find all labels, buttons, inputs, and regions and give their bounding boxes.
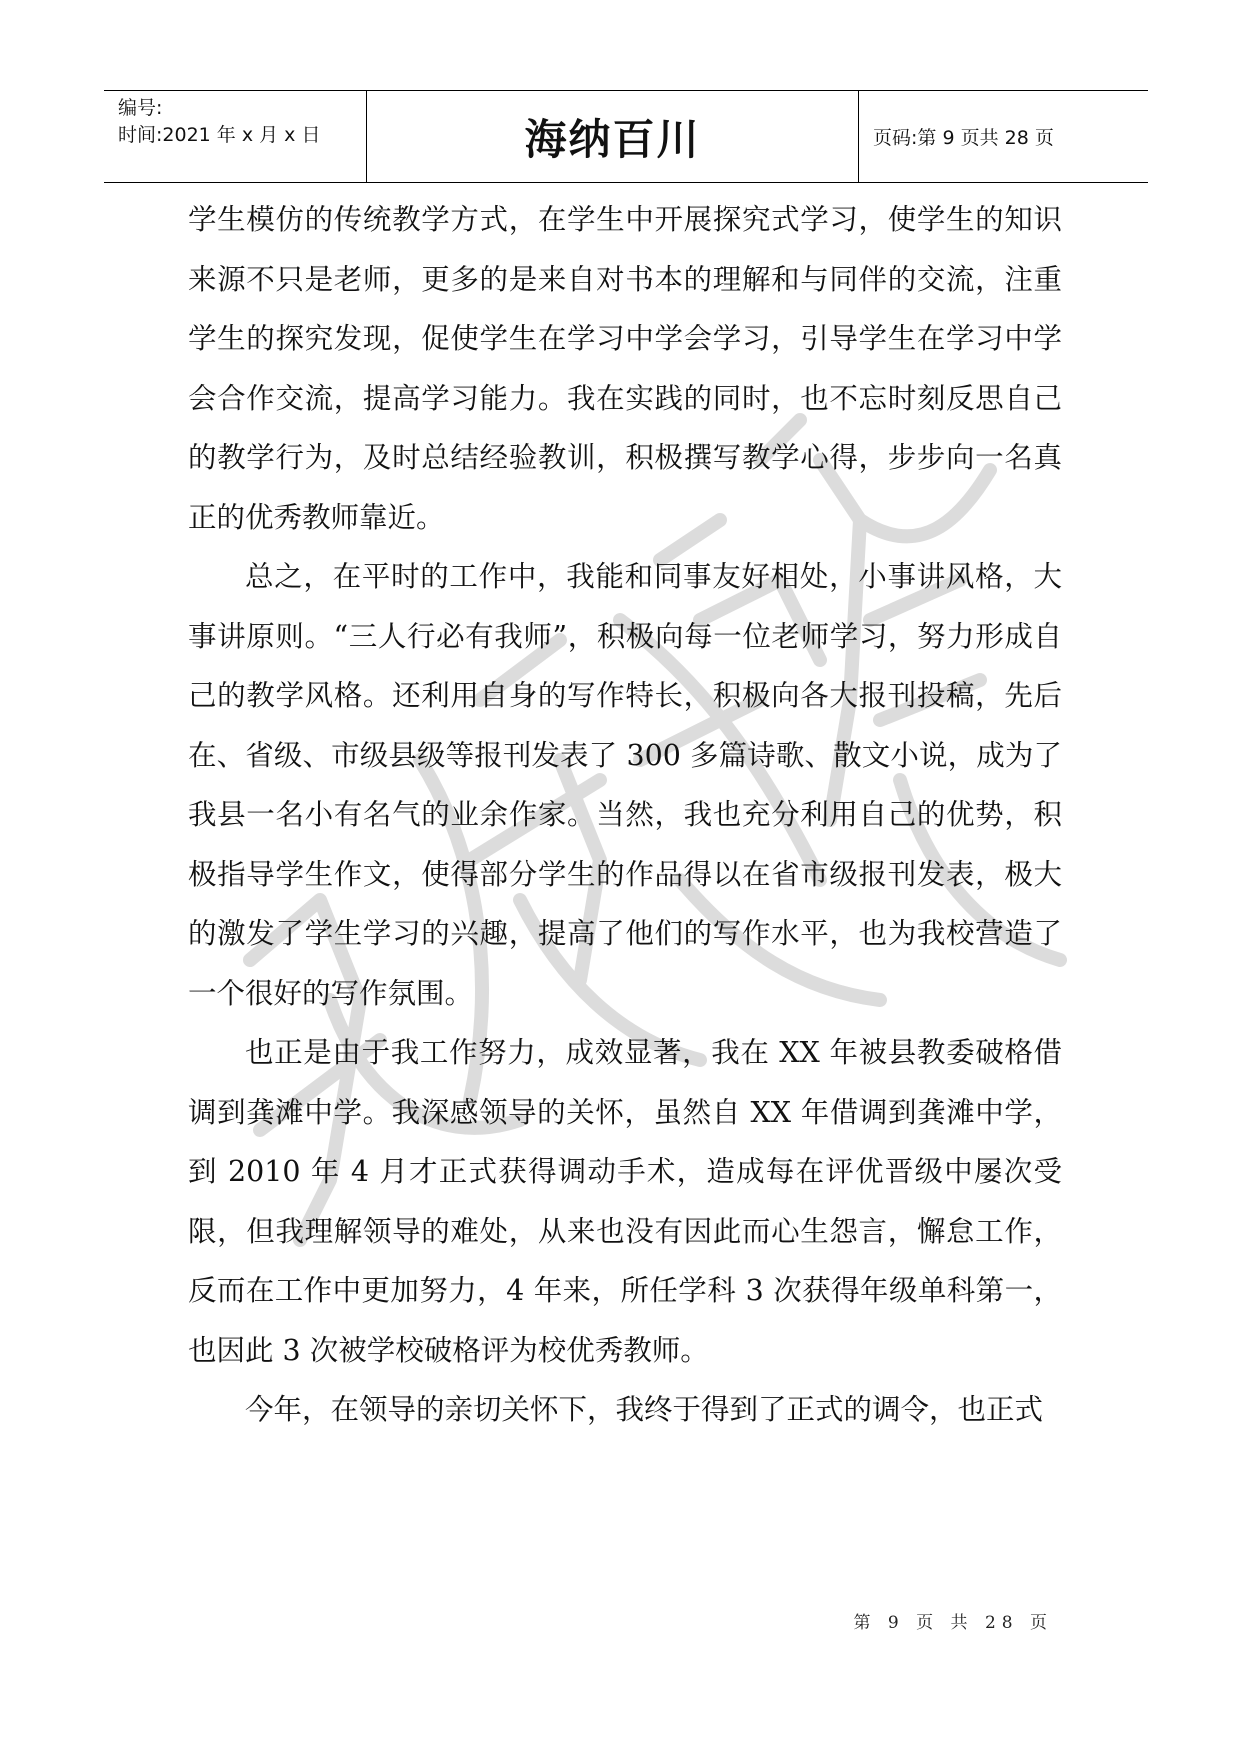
paragraph: 也正是由于我工作努力，成效显著，我在 XX 年被县教委破格借调到龚滩中学。我深感领导的关怀，虽然自 XX 年借调到龚滩中学，到 2010 年 4 月才正式获得调动手术，造成每在评优晋级中屡次受限，但我理解领导的难处，从来也没有因此而心生怨言，懈怠工作，反而在工作中更加努力，4 年来，所任学科 3 次获得年级单科第一，也因此 3 次被学校破格评为校优秀教师。 xyxy=(188,1036,1062,1367)
paragraph: 今年，在领导的亲切关怀下，我终于得到了正式的调令，也正式 xyxy=(245,1393,1044,1426)
document-body xyxy=(188,190,1062,1440)
header-page-label xyxy=(859,91,1148,182)
page-label: 页码:第 9 页共 28 页 xyxy=(873,127,1054,149)
paragraph: 学生模仿的传统教学方式，在学生中开展探究式学习，使学生的知识来源不只是老师，更多的是来自对书本的理解和与同伴的交流，注重学生的探究发现，促使学生在学习中学会学习，引导学生在学习中学会合作交流，提高学习能力。我在实践的同时，也不忘时刻反思自己的教学行为，及时总结经验教训，积极撰写教学心得，步步向一名真正的优秀教师靠近。 xyxy=(188,203,1062,534)
header-title: 海纳百川 xyxy=(367,91,859,182)
header-meta xyxy=(104,91,367,182)
page-header xyxy=(104,90,1148,183)
serial-label: 编号: xyxy=(118,97,163,119)
page-footer: 第 9 页 共 28 页 xyxy=(853,1613,1053,1633)
time-label: 时间:2021 年 x 月 x 日 xyxy=(118,124,321,146)
paragraph: 总之，在平时的工作中，我能和同事友好相处，小事讲风格，大事讲原则。“三人行必有我师”，积极向每一位老师学习，努力形成自己的教学风格。还利用自身的写作特长，积极向各大报刊投稿，先后在、省级、市级县级等报刊发表了 300 多篇诗歌、散文小说，成为了我县一名小有名气的业余作家。当然，我也充分利用自己的优势，积极指导学生作文，使得部分学生的作品得以在省市级报刊发表，极大的激发了学生学习的兴趣，提高了他们的写作水平，也为我校营造了一个很好的写作氛围。 xyxy=(188,560,1062,1010)
